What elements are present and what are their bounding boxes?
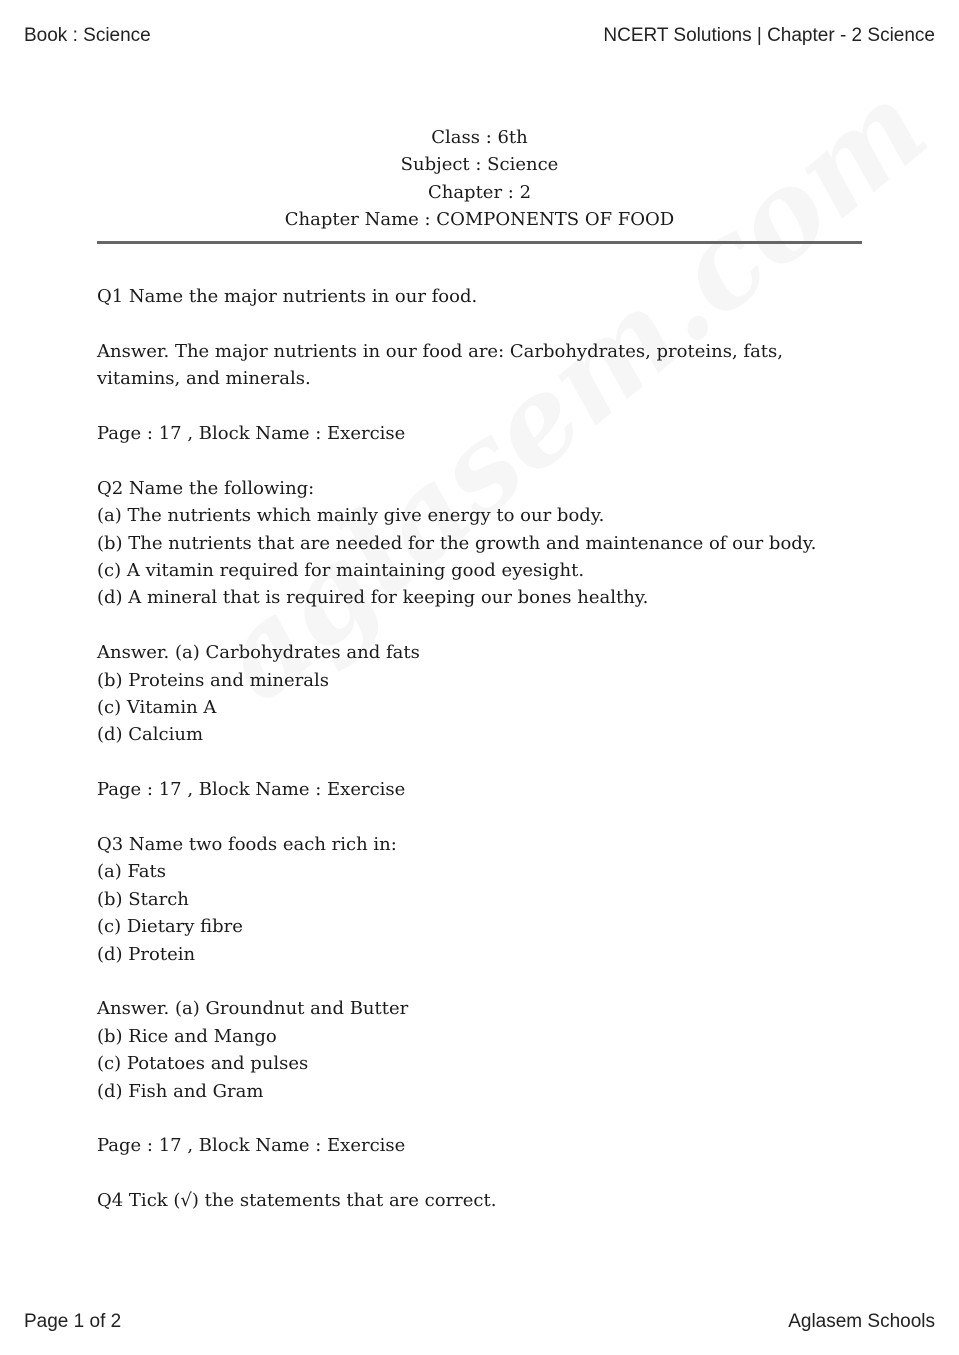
q3-item: (c) Dietary fibre	[97, 916, 243, 938]
q2-question: Q2 Name the following:	[97, 477, 315, 499]
title-divider	[97, 241, 862, 244]
q2-item: (b) The nutrients that are needed for the growth and maintenance of our body.	[97, 532, 817, 554]
chapter-line: Chapter : 2	[427, 181, 532, 203]
q3-item: (a) Fats	[97, 861, 166, 883]
q2-answer: (c) Vitamin A	[97, 697, 217, 719]
q3-item: (b) Starch	[97, 888, 189, 910]
q3-item: (d) Protein	[97, 943, 196, 965]
q3-page-ref: Page : 17 , Block Name : Exercise	[97, 1135, 406, 1157]
q2-answer: (b) Proteins and minerals	[97, 669, 330, 691]
chapter-name-line: Chapter Name : COMPONENTS OF FOOD	[284, 209, 675, 231]
q3-question: Q3 Name two foods each rich in:	[97, 834, 397, 856]
q2-item: (d) A mineral that is required for keeping our bones healthy.	[97, 587, 649, 609]
q2-item: (a) The nutrients which mainly give energy to our body.	[97, 505, 605, 527]
q3-answer: (d) Fish and Gram	[97, 1080, 264, 1102]
q3-answer: Answer. (a) Groundnut and Butter	[97, 998, 409, 1020]
footer-page-number: Page 1 of 2	[24, 1311, 122, 1332]
q3-block	[97, 831, 867, 968]
q2-page-ref: Page : 17 , Block Name : Exercise	[97, 779, 406, 801]
q3-answer: (b) Rice and Mango	[97, 1025, 277, 1047]
title-block	[97, 124, 862, 234]
q2-item: (c) A vitamin required for maintaining good eyesight.	[97, 560, 585, 582]
subject-line: Subject : Science	[400, 154, 559, 176]
q1-question: Q1 Name the major nutrients in our food.	[97, 286, 478, 307]
q2-answer-block	[97, 639, 867, 749]
header-solutions-label: NCERT Solutions | Chapter - 2 Science	[603, 25, 935, 46]
q4-question: Q4 Tick (√) the statements that are correct.	[97, 1190, 497, 1212]
q2-answer: (d) Calcium	[97, 724, 204, 746]
header-book-label: Book : Science	[24, 25, 151, 46]
q2-block	[97, 475, 867, 612]
document-body	[97, 283, 867, 1242]
class-line: Class : 6th	[431, 127, 528, 148]
q3-answer-block	[97, 995, 867, 1105]
q1-page-ref: Page : 17 , Block Name : Exercise	[97, 423, 406, 444]
q1-answer: Answer. The major nutrients in our food are: Carbohydrates, proteins, fats, vitamins, and minerals.	[97, 340, 783, 390]
q2-answer: Answer. (a) Carbohydrates and fats	[97, 642, 420, 664]
footer-publisher: Aglasem Schools	[788, 1311, 935, 1332]
q3-answer: (c) Potatoes and pulses	[97, 1053, 309, 1075]
